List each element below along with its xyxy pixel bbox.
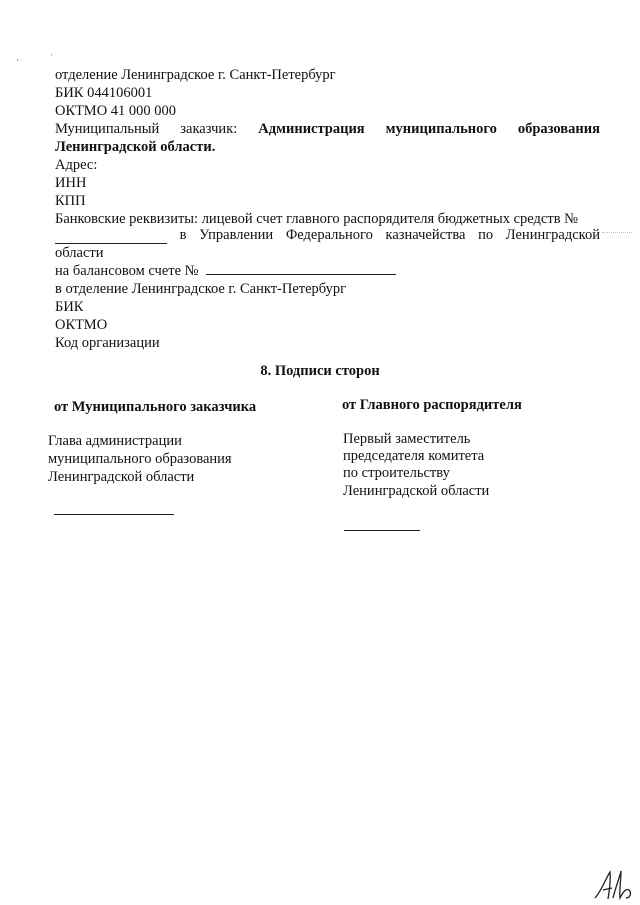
- left-signature-line: [54, 514, 174, 515]
- balance-account-line: [55, 262, 396, 280]
- kpp-label: КПП: [55, 193, 86, 209]
- scan-mark: ·: [50, 50, 53, 60]
- customer-word: муниципального: [385, 121, 497, 137]
- right-party-position-line1: Первый заместитель: [343, 431, 471, 447]
- account-number-blank: [55, 231, 167, 244]
- left-party-heading: от Муниципального заказчика: [54, 399, 257, 415]
- customer-line: [55, 120, 600, 138]
- oktmo-label: ОКТМО: [55, 317, 108, 333]
- right-party-heading: от Главного распорядителя: [342, 397, 522, 413]
- bank-word: Ленинградской: [505, 227, 600, 243]
- handwritten-initials: [592, 868, 638, 902]
- left-party-position-line2: муниципального образования: [48, 451, 232, 467]
- right-party-position-line3: по строительству: [343, 465, 450, 481]
- bank-word: Управлении: [199, 227, 274, 243]
- scan-dots: [602, 232, 632, 233]
- customer-word: образования: [517, 121, 600, 137]
- customer-word: Администрация: [258, 121, 365, 137]
- bik-label: БИК: [55, 299, 84, 315]
- balance-account-label: на балансовом счете №: [55, 263, 199, 279]
- left-party-position-line3: Ленинградской области: [48, 469, 195, 485]
- right-signature-line: [344, 530, 420, 531]
- right-party-position-line2: председателя комитета: [343, 448, 485, 464]
- customer-name-line2: Ленинградской области.: [55, 139, 216, 155]
- bank-word: казначейства: [385, 227, 466, 243]
- bank-details-line1: Банковские реквизиты: лицевой счет главного распорядителя бюджетных средств №: [55, 211, 579, 227]
- balance-account-blank: [206, 262, 396, 275]
- bank-details-line2: [55, 226, 600, 244]
- bank-word: Федерального: [285, 227, 373, 243]
- scan-mark: ‚: [16, 52, 19, 62]
- oktmo-line: ОКТМО 41 000 000: [55, 103, 177, 119]
- bank-word: по: [478, 227, 494, 243]
- customer-word: заказчик:: [180, 121, 238, 137]
- left-party-position-line1: Глава администрации: [48, 433, 182, 449]
- customer-word: Муниципальный: [55, 121, 160, 137]
- right-party-position-line4: Ленинградской области: [343, 483, 490, 499]
- section-title: 8. Подписи сторон: [260, 363, 380, 379]
- inn-label: ИНН: [55, 175, 87, 191]
- branch-line-top: отделение Ленинградское г. Санкт-Петербург: [55, 67, 336, 83]
- branch-line: в отделение Ленинградское г. Санкт-Петербург: [55, 281, 347, 297]
- bik-line: БИК 044106001: [55, 85, 153, 101]
- org-code-label: Код организации: [55, 335, 160, 351]
- bank-word: в: [179, 227, 187, 243]
- bank-details-line3: области: [55, 245, 104, 261]
- address-label: Адрес:: [55, 157, 98, 173]
